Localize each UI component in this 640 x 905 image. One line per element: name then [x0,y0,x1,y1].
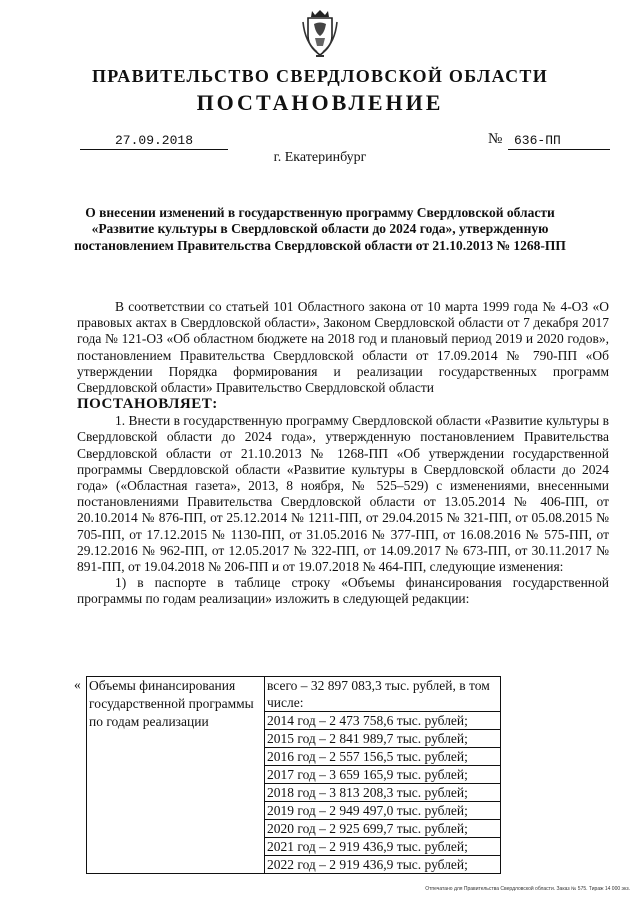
document-subject: О внесении изменений в государственную программу Свердловской области «Развитие культуры в Свердловской области до 2024 года», утвержденную постановлением Правительства Свердловской области от 21.10.2013 № 1268-ПП [74,205,566,253]
preamble-paragraph: В соответствии со статьей 101 Областного закона от 10 марта 1999 года № 4-ОЗ «О правовых актах в Свердловской области», Законом Свердловской области от 7 декабря 2017 года № 121-ОЗ «Об областном бюджете на 2018 год и плановый период 2019 и 2020 годов», постановлением Правительства Свердловской области от 17.09.2014 № 790-ПП «Об утверждении Порядка формирования и реализации государственных программ Свердловской области» Правительство Свердловской области [77,299,609,396]
financing-label-cell: Объемы финансирования государственной программы по годам реализации [87,677,265,874]
financing-line: 2022 год – 2 919 436,9 тыс. рублей; [265,856,501,874]
financing-line: 2014 год – 2 473 758,6 тыс. рублей; [265,712,501,730]
financing-line: 2021 год – 2 919 436,9 тыс. рублей; [265,838,501,856]
number-sign: № [488,131,503,147]
financing-line: 2018 год – 3 813 208,3 тыс. рублей; [265,784,501,802]
coat-of-arms-icon [300,8,340,60]
item-1-1-paragraph: 1) в паспорте в таблице строку «Объемы финансирования государственной программы по годам реализации» изложить в следующей редакции: [77,575,609,607]
print-footer: Отпечатано для Правительства Свердловской области. Заказ № 575. Тираж 14 000 экз. [425,886,630,892]
financing-line: 2016 год – 2 557 156,5 тыс. рублей; [265,748,501,766]
table-row [87,677,501,712]
financing-line: всего – 32 897 083,3 тыс. рублей, в том числе: [265,677,501,712]
financing-table [86,676,501,874]
city: г. Екатеринбург [273,150,367,165]
financing-line: 2019 год – 2 949 497,0 тыс. рублей; [265,802,501,820]
opening-quote: « [74,677,81,692]
item-1-paragraph: 1. Внести в государственную программу Свердловской области «Развитие культуры в Свердловской области до 2024 года», утвержденную постановлением Правительства Свердловской области от 21.10.2013 № 1268-ПП «Об утверждении государственной программы Свердловской области «Развитие культуры в Свердловской области до 2024 года» («Областная газета», 2013, 8 ноября, № 525–529) с изменениями, внесенными постановлениями Правительства Свердловской области от 13.05.2014 № 406-ПП, от 20.10.2014 № 876-ПП, от 25.12.2014 № 1211-ПП, от 29.04.2015 № 321-ПП, от 05.08.2015 № 705-ПП, от 17.12.2015 № 1130-ПП, от 31.05.2016 № 377-ПП, от 16.08.2016 № 575-ПП, от 29.12.2016 № 962-ПП, от 12.05.2017 № 322-ПП, от 14.09.2017 № 673-ПП, от 30.11.2017 № 891-ПП, от 19.04.2018 № 206-ПП и от 19.07.2018 № 464-ПП, следующие изменения: [77,413,609,575]
financing-line: 2015 год – 2 841 989,7 тыс. рублей; [265,730,501,748]
government-title: ПРАВИТЕЛЬСТВО СВЕРДЛОВСКОЙ ОБЛАСТИ [91,66,548,86]
financing-line: 2017 год – 3 659 165,9 тыс. рублей; [265,766,501,784]
decree-heading: ПОСТАНОВЛЯЕТ: [77,396,218,413]
document-type: ПОСТАНОВЛЕНИЕ [196,90,444,115]
financing-line: 2020 год – 2 925 699,7 тыс. рублей; [265,820,501,838]
document-date: 27.09.2018 [80,133,228,150]
document-body [77,299,609,608]
document-number: 636-ПП [508,133,610,150]
